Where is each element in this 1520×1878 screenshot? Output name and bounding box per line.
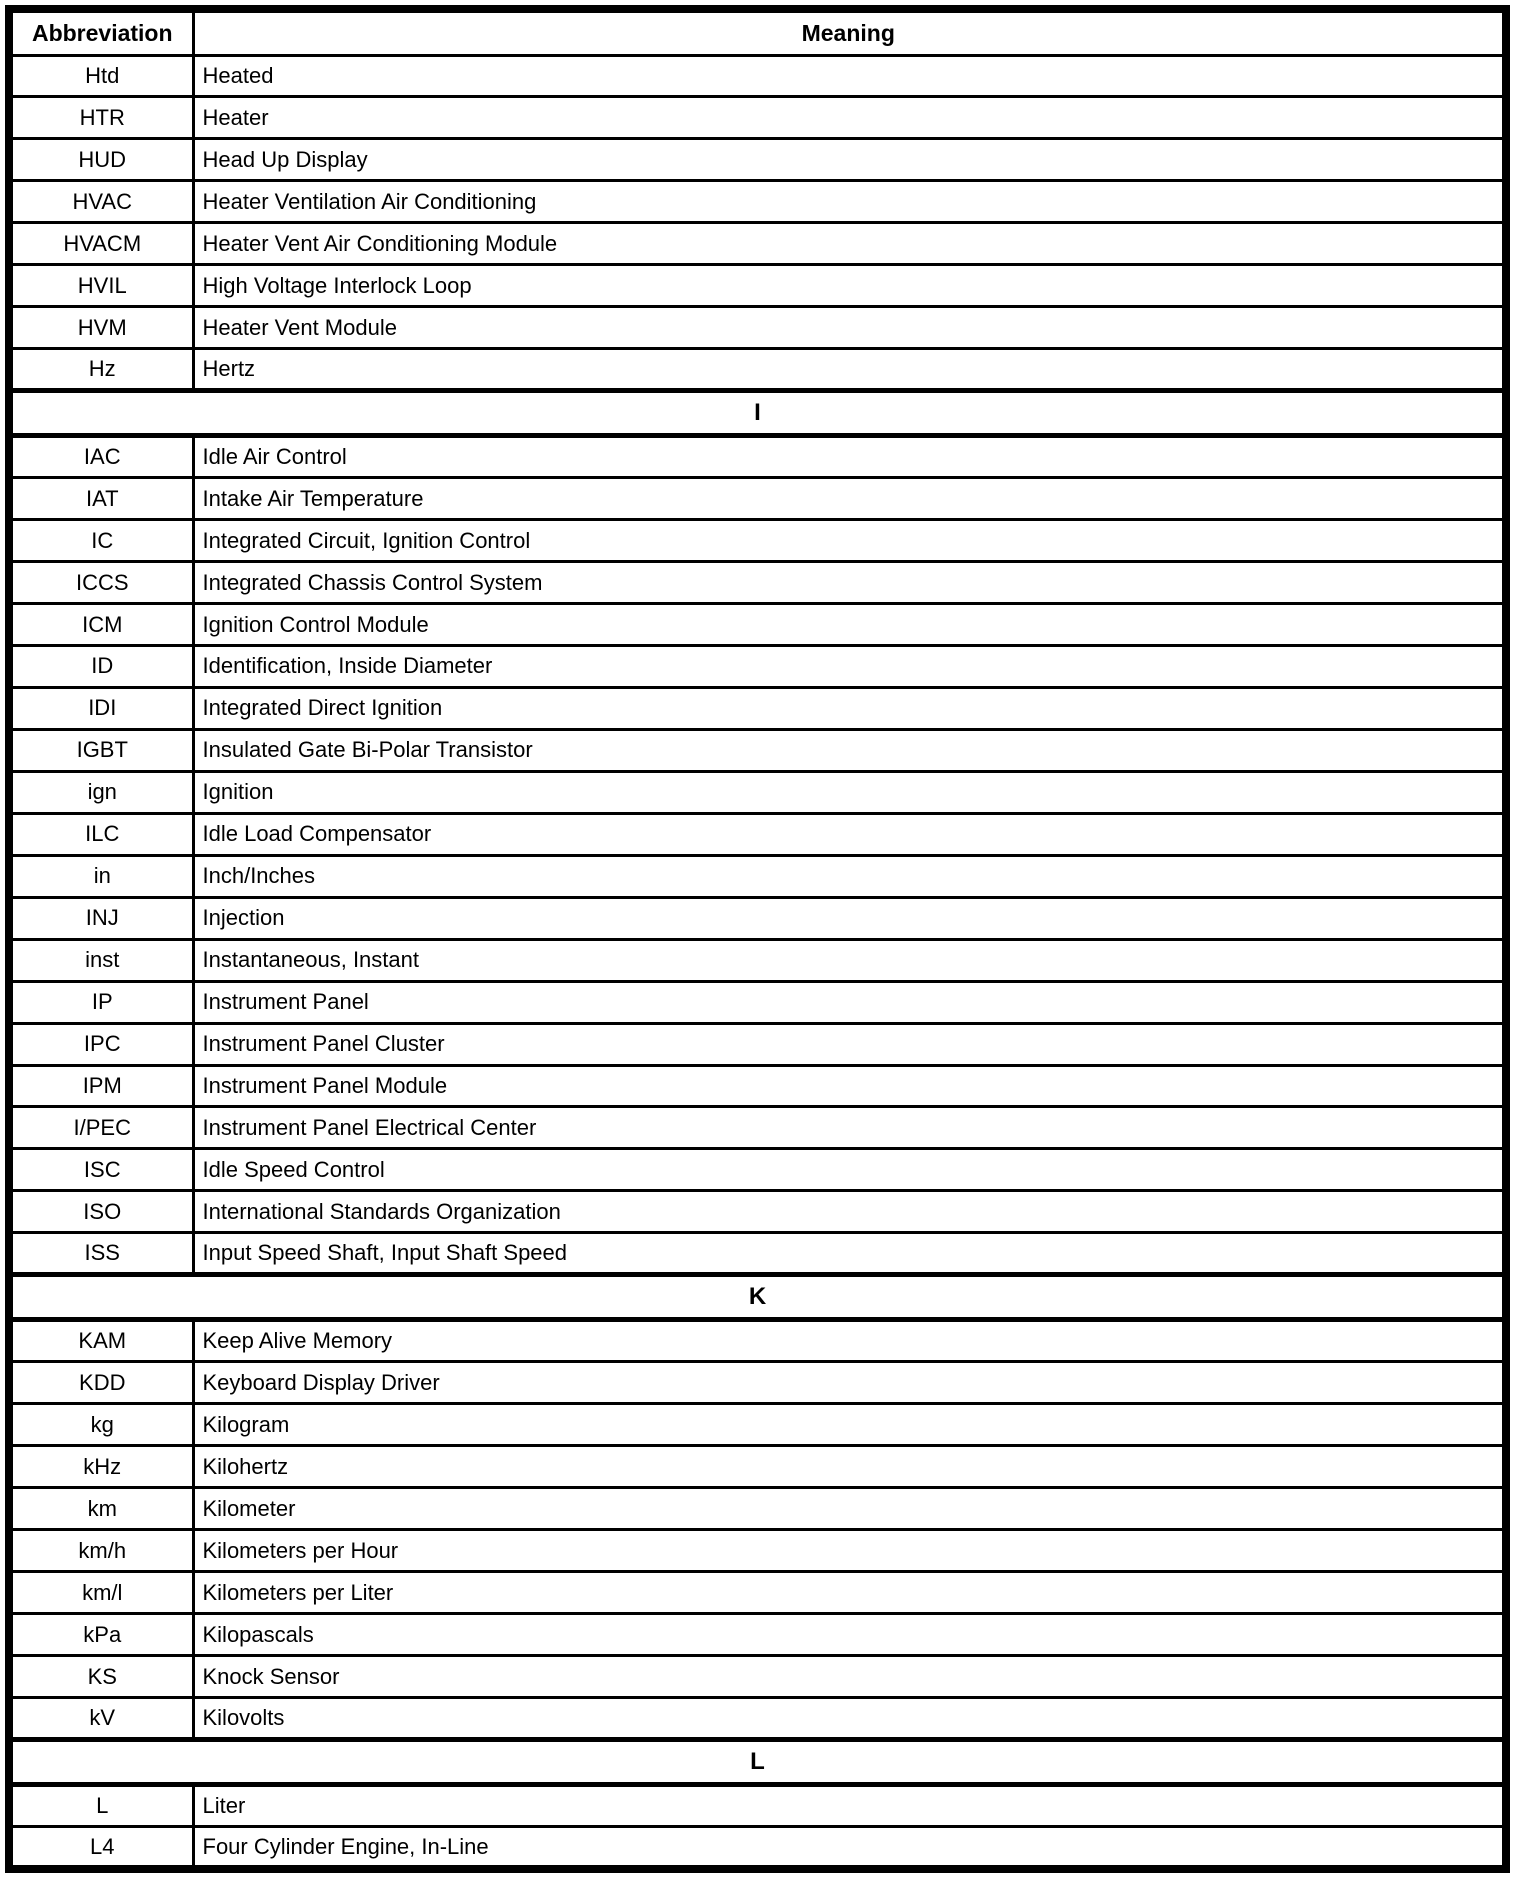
- abbreviation-cell: L4: [9, 1827, 193, 1870]
- meaning-cell: Heater Vent Air Conditioning Module: [193, 223, 1506, 265]
- table-header: [9, 9, 1506, 55]
- abbreviation-cell: km: [9, 1488, 193, 1530]
- abbreviation-cell: KDD: [9, 1362, 193, 1404]
- abbreviation-cell: ISC: [9, 1149, 193, 1191]
- table-row: [9, 307, 1506, 349]
- abbreviation-cell: ICCS: [9, 562, 193, 604]
- meaning-cell: Instrument Panel Electrical Center: [193, 1107, 1506, 1149]
- abbreviation-cell: HVACM: [9, 223, 193, 265]
- meaning-cell: Liter: [193, 1785, 1506, 1827]
- meaning-cell: Instantaneous, Instant: [193, 939, 1506, 981]
- meaning-cell: Integrated Circuit, Ignition Control: [193, 520, 1506, 562]
- section-letter: K: [9, 1275, 1506, 1320]
- table-row: [9, 349, 1506, 391]
- meaning-cell: Instrument Panel Module: [193, 1065, 1506, 1107]
- meaning-cell: Keyboard Display Driver: [193, 1362, 1506, 1404]
- meaning-cell: Heater Ventilation Air Conditioning: [193, 181, 1506, 223]
- meaning-cell: Heated: [193, 55, 1506, 97]
- table-row: [9, 1362, 1506, 1404]
- section-letter-row: [9, 1739, 1506, 1784]
- meaning-cell: Input Speed Shaft, Input Shaft Speed: [193, 1233, 1506, 1275]
- abbreviation-cell: IGBT: [9, 729, 193, 771]
- abbreviation-cell: kg: [9, 1404, 193, 1446]
- meaning-cell: Identification, Inside Diameter: [193, 646, 1506, 688]
- meaning-column-header: Meaning: [193, 9, 1506, 55]
- table-row: [9, 223, 1506, 265]
- abbreviation-cell: inst: [9, 939, 193, 981]
- meaning-cell: Ignition: [193, 771, 1506, 813]
- table-row: [9, 436, 1506, 478]
- abbreviation-cell: kV: [9, 1697, 193, 1739]
- table-row: [9, 1149, 1506, 1191]
- meaning-cell: Kilopascals: [193, 1614, 1506, 1656]
- meaning-cell: Hertz: [193, 349, 1506, 391]
- table-row: [9, 855, 1506, 897]
- abbreviation-cell: INJ: [9, 897, 193, 939]
- meaning-cell: Kilometers per Hour: [193, 1530, 1506, 1572]
- meaning-cell: International Standards Organization: [193, 1191, 1506, 1233]
- table-row: [9, 1107, 1506, 1149]
- meaning-cell: Ignition Control Module: [193, 604, 1506, 646]
- abbreviation-cell: HTR: [9, 97, 193, 139]
- abbreviation-column-header: Abbreviation: [9, 9, 193, 55]
- section-letter: I: [9, 391, 1506, 436]
- abbreviation-cell: HVIL: [9, 265, 193, 307]
- abbreviation-cell: HUD: [9, 139, 193, 181]
- abbreviation-cell: IPC: [9, 1023, 193, 1065]
- table-row: [9, 1785, 1506, 1827]
- meaning-cell: Heater Vent Module: [193, 307, 1506, 349]
- table-row: [9, 604, 1506, 646]
- meaning-cell: Instrument Panel Cluster: [193, 1023, 1506, 1065]
- table-row: [9, 181, 1506, 223]
- abbreviation-cell: ID: [9, 646, 193, 688]
- section-letter-row: [9, 1275, 1506, 1320]
- table-row: [9, 1233, 1506, 1275]
- table-row: [9, 562, 1506, 604]
- meaning-cell: Injection: [193, 897, 1506, 939]
- abbreviation-cell: Htd: [9, 55, 193, 97]
- meaning-cell: Instrument Panel: [193, 981, 1506, 1023]
- meaning-cell: Knock Sensor: [193, 1656, 1506, 1698]
- section-letter-row: [9, 391, 1506, 436]
- table-row: [9, 1404, 1506, 1446]
- table-row: [9, 813, 1506, 855]
- abbreviation-cell: HVAC: [9, 181, 193, 223]
- meaning-cell: Inch/Inches: [193, 855, 1506, 897]
- abbreviation-cell: KAM: [9, 1320, 193, 1362]
- abbreviation-cell: ign: [9, 771, 193, 813]
- meaning-cell: Kilovolts: [193, 1697, 1506, 1739]
- meaning-cell: Kilogram: [193, 1404, 1506, 1446]
- meaning-cell: Kilometer: [193, 1488, 1506, 1530]
- abbreviation-cell: IAC: [9, 436, 193, 478]
- table-row: [9, 1656, 1506, 1698]
- table-row: [9, 771, 1506, 813]
- abbreviation-cell: I/PEC: [9, 1107, 193, 1149]
- abbreviation-cell: IPM: [9, 1065, 193, 1107]
- meaning-cell: Keep Alive Memory: [193, 1320, 1506, 1362]
- meaning-cell: Intake Air Temperature: [193, 478, 1506, 520]
- abbreviation-cell: kPa: [9, 1614, 193, 1656]
- table-row: [9, 897, 1506, 939]
- table-row: [9, 1614, 1506, 1656]
- section-letter: L: [9, 1739, 1506, 1784]
- abbreviation-cell: IP: [9, 981, 193, 1023]
- abbreviation-cell: HVM: [9, 307, 193, 349]
- meaning-cell: Idle Speed Control: [193, 1149, 1506, 1191]
- meaning-cell: Integrated Chassis Control System: [193, 562, 1506, 604]
- abbreviation-cell: IC: [9, 520, 193, 562]
- meaning-cell: Integrated Direct Ignition: [193, 687, 1506, 729]
- abbreviation-cell: ILC: [9, 813, 193, 855]
- meaning-cell: Heater: [193, 97, 1506, 139]
- meaning-cell: Idle Air Control: [193, 436, 1506, 478]
- table-row: [9, 1320, 1506, 1362]
- abbreviation-cell: IAT: [9, 478, 193, 520]
- abbreviation-cell: in: [9, 855, 193, 897]
- table-row: [9, 1827, 1506, 1870]
- abbreviation-cell: km/h: [9, 1530, 193, 1572]
- table-row: [9, 1065, 1506, 1107]
- table-row: [9, 981, 1506, 1023]
- table-row: [9, 139, 1506, 181]
- table-row: [9, 478, 1506, 520]
- meaning-cell: High Voltage Interlock Loop: [193, 265, 1506, 307]
- meaning-cell: Idle Load Compensator: [193, 813, 1506, 855]
- meaning-cell: Kilometers per Liter: [193, 1572, 1506, 1614]
- table-body: [9, 55, 1506, 1869]
- table-row: [9, 687, 1506, 729]
- table-row: [9, 97, 1506, 139]
- abbreviation-cell: km/l: [9, 1572, 193, 1614]
- abbreviation-cell: kHz: [9, 1446, 193, 1488]
- table-row: [9, 55, 1506, 97]
- meaning-cell: Kilohertz: [193, 1446, 1506, 1488]
- meaning-cell: Insulated Gate Bi-Polar Transistor: [193, 729, 1506, 771]
- abbreviation-cell: IDI: [9, 687, 193, 729]
- table-row: [9, 729, 1506, 771]
- abbreviation-cell: ISS: [9, 1233, 193, 1275]
- table-row: [9, 1191, 1506, 1233]
- abbreviation-cell: ICM: [9, 604, 193, 646]
- abbreviation-cell: L: [9, 1785, 193, 1827]
- table-row: [9, 520, 1506, 562]
- table-row: [9, 1572, 1506, 1614]
- table-row: [9, 265, 1506, 307]
- table-row: [9, 646, 1506, 688]
- abbreviation-cell: Hz: [9, 349, 193, 391]
- table-row: [9, 1488, 1506, 1530]
- table-row: [9, 1023, 1506, 1065]
- table-row: [9, 939, 1506, 981]
- abbreviation-cell: KS: [9, 1656, 193, 1698]
- table-row: [9, 1697, 1506, 1739]
- abbreviation-table: [5, 5, 1510, 1873]
- header-row: [9, 9, 1506, 55]
- table-row: [9, 1530, 1506, 1572]
- meaning-cell: Four Cylinder Engine, In-Line: [193, 1827, 1506, 1870]
- abbreviation-cell: ISO: [9, 1191, 193, 1233]
- meaning-cell: Head Up Display: [193, 139, 1506, 181]
- table-row: [9, 1446, 1506, 1488]
